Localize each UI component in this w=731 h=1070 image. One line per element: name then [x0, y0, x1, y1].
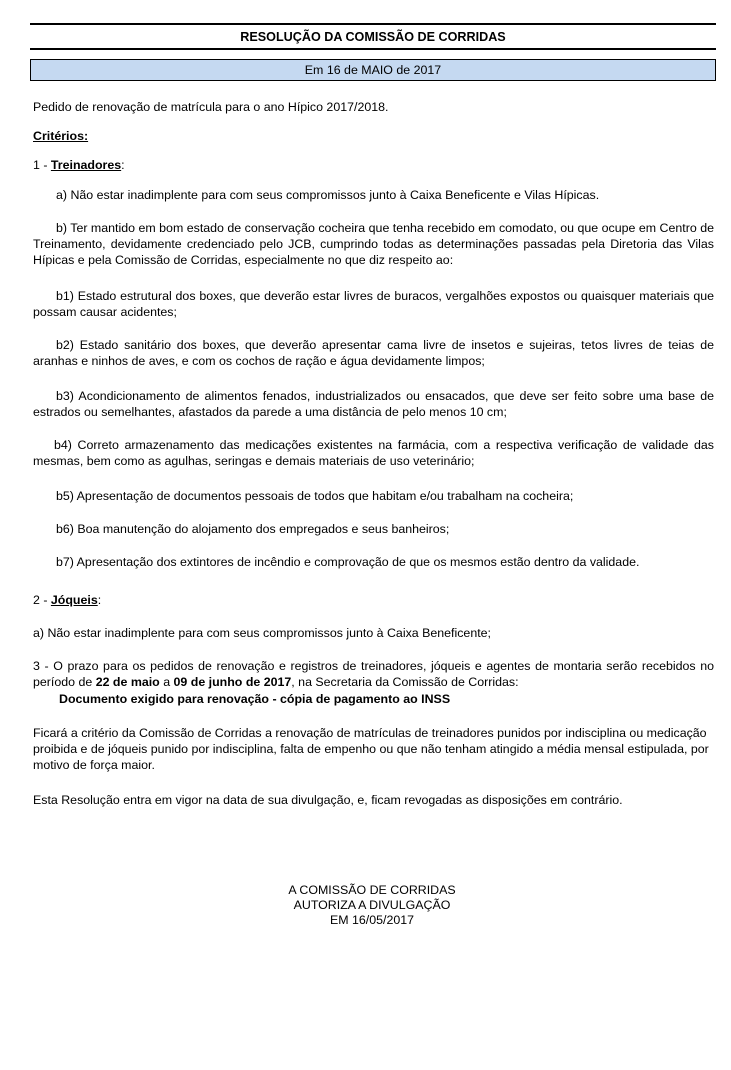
trainers-criterion-b5: b5) Apresentação de documentos pessoais de todos que habitam e/ou trabalham na cocheira; [56, 489, 574, 503]
resolution-title: RESOLUÇÃO DA COMISSÃO DE CORRIDAS [240, 30, 506, 44]
deadline-text-2: a [159, 675, 174, 689]
trainers-criterion-b2: b2) Estado sanitário dos boxes, que deverão apresentar cama livre de insetos e sujeiras, tetos livres de teias de aranhas e ninhos de aves, e com os cochos de ração e água devidamente limpos; [33, 338, 714, 368]
deadline-start-date: 22 de maio [95, 675, 160, 689]
criteria-heading-text: Critérios: [33, 129, 89, 143]
trainers-criterion-b7: b7) Apresentação dos extintores de incêndio e comprovação de que os mesmos estão dentro da validade. [56, 555, 640, 569]
required-document: Documento exigido para renovação - cópia de pagamento ao INSS [59, 692, 451, 706]
effective-paragraph: Esta Resolução entra em vigor na data de sua divulgação, e, ficam revogadas as disposições em contrário. [33, 793, 623, 807]
deadline-end-date: 09 de junho de 2017 [173, 675, 292, 689]
resolution-date: Em 16 de MAIO de 2017 [30, 59, 716, 81]
criteria-heading [33, 128, 714, 144]
trainers-criterion-b4: b4) Correto armazenamento das medicações existentes na farmácia, com a respectiva verificação de validade das mesmas, bem como as agulhas, seringas e demais materiais de uso veterinário; [33, 438, 714, 468]
trainers-number: 1 - [33, 158, 51, 172]
jockeys-heading [33, 592, 714, 608]
jockeys-number: 2 - [33, 593, 51, 607]
trainers-criterion-b1: b1) Estado estrutural dos boxes, que deverão estar livres de buracos, vergalhões expostos ou quaisquer materiais que possam causar acidentes; [33, 289, 714, 319]
trainers-criterion-a: a) Não estar inadimplente para com seus compromissos junto à Caixa Beneficente e Vilas Hípicas. [56, 188, 600, 202]
jockeys-heading-text: Jóqueis [50, 593, 98, 607]
jockeys-colon: : [97, 593, 102, 607]
trainers-criterion-b: b) Ter mantido em bom estado de conservação cocheira que tenha recebido em comodato, ou que ocupe em Centro de Treinamento, devidamente credenciado pelo JCB, cumprindo todas as determinações passadas pela Diretoria das Vilas Hípicas e pela Comissão de Corridas, especialmente no que diz respeito ao: [33, 221, 714, 267]
trainers-criterion-b6: b6) Boa manutenção do alojamento dos empregados e seus banheiros; [56, 522, 450, 536]
intro-paragraph: Pedido de renovação de matrícula para o ano Hípico 2017/2018. [33, 100, 389, 114]
deadline-paragraph [33, 658, 714, 690]
top-rule [30, 23, 716, 25]
footer-authorization [200, 883, 544, 928]
trainers-colon: : [121, 158, 125, 172]
footer-line-3: EM 16/05/2017 [329, 913, 415, 927]
deadline-text-1: 3 - O prazo para os pedidos de renovação e registros de treinadores, jóqueis e agentes de montaria serão recebidos no período de [33, 659, 714, 689]
discretion-paragraph: Ficará a critério da Comissão de Corridas a renovação de matrículas de treinadores punidos por indisciplina ou medicação proibida e de jóqueis punido por indisciplina, falta de empenho ou que não tenham atingido a média mensal estipulada, por motivo de força maior. [33, 726, 709, 772]
footer-line-2: AUTORIZA A DIVULGAÇÃO [293, 898, 451, 912]
footer-line-1: A COMISSÃO DE CORRIDAS [288, 883, 456, 897]
deadline-text-3: , na Secretaria da Comissão de Corridas: [291, 675, 519, 689]
trainers-criterion-b3: b3) Acondicionamento de alimentos fenados, industrializados ou ensacados, que deve ser feito sobre uma base de estrados ou semelhantes, afastados da parede a uma distância de pelo menos 10 cm; [33, 389, 714, 419]
trainers-heading [33, 157, 714, 173]
trainers-heading-text: Treinadores [50, 158, 122, 172]
jockeys-criterion-a: a) Não estar inadimplente para com seus compromissos junto à Caixa Beneficente; [33, 626, 491, 640]
title-rule [30, 48, 716, 50]
